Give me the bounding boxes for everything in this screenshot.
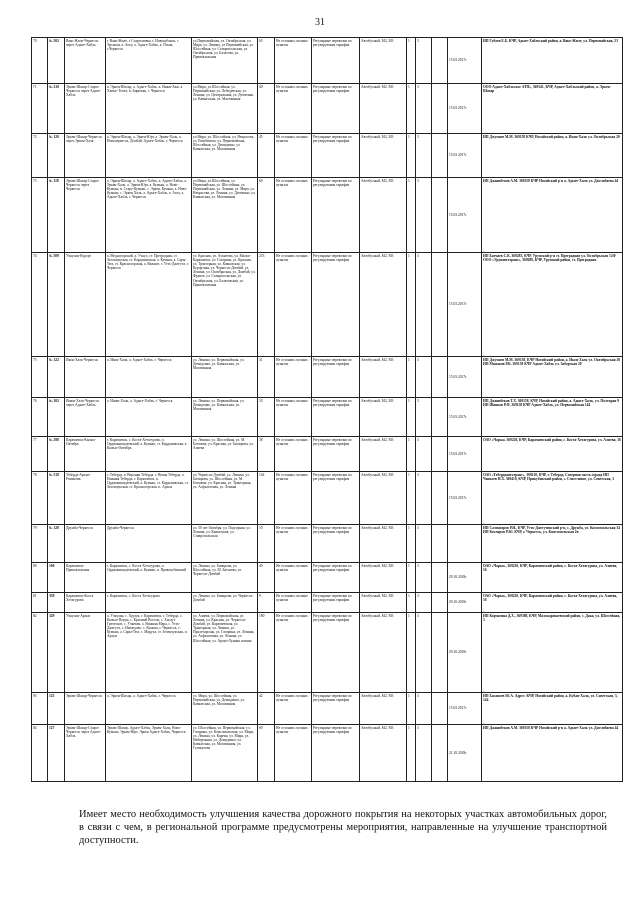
cell-streets: ул.Мира, ул.Шоссейная, ул. Первомайская, ул. Шоссейная, ул. Первомайская, ул. Ленина, ул. Мира, ул. Некрасова, ул. Ленина, ул. Демченко, ул. Кавказская, ул. Магазинная bbox=[192, 178, 258, 253]
cell-stops: а. Учкулан, с. Хурзук, г. Карачаевск, г. Теберда, с. Кызыл-Покун, с. Красный Восток, с. Хасаут-Греческое, с. Учкекен, а. Нижняя Мара, с. Усть-Джегута, с. Ижмедово, с. Кумыш, г. Черкесск, с. Кумыш, а. Сары-Тюз, с. Маруха, ст. Зеленчукская, п. Архыз bbox=[106, 613, 192, 693]
cell-vehicle: Автобусный, М2, М3 bbox=[360, 613, 407, 693]
cell-date: 15.03.2017г bbox=[448, 693, 482, 725]
cell-order: Не останавл. вочных пунктах bbox=[275, 593, 312, 613]
cell-ecol bbox=[432, 437, 448, 472]
cell-length: 42 bbox=[258, 693, 275, 725]
cell-carrier: ОАО «Чарка» 369220, КЧР, Карачаевский район, с. Коста-Хетагурова, ул. Алиева, 16 bbox=[482, 437, 623, 472]
cell-carrier: ИП Джанибеков Т.Х. 369158, КЧР, Ногайский район, а. Адыге-Халк, ул. Полтарая 9 ИП Шанков Р.Ф. 369158 КЧР Адыге-Хабль, ул. Первомайская 144 bbox=[482, 398, 623, 437]
cell-route: 339 bbox=[48, 593, 65, 613]
cell-count: 3 bbox=[416, 84, 432, 134]
cell-no: 74 bbox=[32, 253, 48, 357]
cell-tariff: Регулярные перевозки по регулируемым тарифам bbox=[312, 84, 360, 134]
table-row bbox=[32, 437, 623, 472]
cell-ecol bbox=[432, 725, 448, 782]
cell-streets: ул. Черкесск-Домбай, ул. Ленина, ул. Бичирова, ул. Шоссейная, ул. М. Батчаева, ул. Красная, ул. Тракторная, ул. Асфальтовая, ул. Ленина bbox=[192, 472, 258, 525]
cell-carrier: ИП Басаноев Ю.А. Адрес: КЧР, Ногайский район, а. Кубан-Халк, ул. Советская, 3, 144 bbox=[482, 693, 623, 725]
table-row bbox=[32, 398, 623, 437]
cell-streets: ул. Ленина, ул. Первомайская, ул. Демиденко, ул. Кавказская, ул. Магазинная bbox=[192, 357, 258, 398]
cell-stops: Эркен-Шахар, Адыге-Хабль, Эркен-Халк, Ново-Кумыш, Эркен-Юрт, Эркен Адыге-Хабль, Черкесск bbox=[106, 725, 192, 782]
cell-cls: 1 bbox=[407, 398, 416, 437]
cell-carrier: ИП Джумаев М.М. 369158 КЧР, Ногайский район, а. Икон-Халк ул. Октябрьская 20 bbox=[482, 134, 623, 178]
cell-stops: а. Инжи-Халк, а. Адыге-Хабль, г. Черкесск bbox=[106, 398, 192, 437]
cell-cls: 1 bbox=[407, 178, 416, 253]
table-row bbox=[32, 357, 623, 398]
cell-count: 3 bbox=[416, 613, 432, 693]
cell-length: 40 bbox=[258, 563, 275, 593]
cell-name: Эркен-Шахар-Старое Черкесск через Адыге-Хабль bbox=[65, 84, 106, 134]
table-row bbox=[32, 84, 623, 134]
cell-count: 3 bbox=[416, 253, 432, 357]
cell-carrier: ИП Корчагина Д.Х., 369388, КЧР, Малокарачаевский район, с. Дака, ул. Шоссейная, 3 bbox=[482, 613, 623, 693]
cell-date: 15.03.2017г bbox=[448, 357, 482, 398]
cell-route: 329 bbox=[48, 613, 65, 693]
cell-carrier: ИП Губаев Е.Б. КЧР, Адыге-Хабльский район, а. Вако-Жиле, ул. Первомайская, 23 bbox=[482, 38, 623, 84]
cell-vehicle: Автобусный, М2, М3 bbox=[360, 178, 407, 253]
cell-count: 3 bbox=[416, 563, 432, 593]
cell-order: Не останавл. вочных пунктах bbox=[275, 472, 312, 525]
cell-order: Не останавл. вочных пунктах bbox=[275, 357, 312, 398]
cell-carrier: ОАО «Чарка», 369220, КЧР, Карачаевский район, с. Коста-Хетагурова, ул. Алиева, 16 bbox=[482, 563, 623, 593]
cell-route: № 518 bbox=[48, 472, 65, 525]
cell-tariff: Регулярные перевозки по регулируемым тарифам bbox=[312, 357, 360, 398]
cell-count: 3 bbox=[416, 437, 432, 472]
cell-carrier: ИП Джанибеков А.М. 369158 КЧР Ногайский р-н а. Адыге-Халк ул. Джелябаева 44 bbox=[482, 178, 623, 253]
cell-cls: 1 bbox=[407, 613, 416, 693]
cell-name: Эркен-Шахар-Старое Черкесск через Адыге-Хабль bbox=[65, 725, 106, 782]
cell-ecol bbox=[432, 38, 448, 84]
table-row bbox=[32, 134, 623, 178]
cell-tariff: Регулярные перевозки по регулируемым тарифам bbox=[312, 693, 360, 725]
cell-order: Не останавл. вочных пунктах bbox=[275, 693, 312, 725]
cell-vehicle: Автобусный, М2, М3 bbox=[360, 357, 407, 398]
cell-carrier: ИП Джумаев М.М. 369158, КЧР Ногайский район, а. Икон-Халк ул. Октябрьская 20 ИП Мамаков Р.К. 369158 КЧР Адыге-Хабль ул. Заборская 20 bbox=[482, 357, 623, 398]
cell-route: № 122 bbox=[48, 357, 65, 398]
cell-no: 75 bbox=[32, 357, 48, 398]
cell-cls: 1 bbox=[407, 563, 416, 593]
cell-ecol bbox=[432, 693, 448, 725]
cell-length: 65 bbox=[258, 38, 275, 84]
cell-order: Не останавл. вочных пунктах bbox=[275, 525, 312, 563]
cell-tariff: Регулярные перевозки по регулируемым тарифам bbox=[312, 593, 360, 613]
cell-tariff: Регулярные перевозки по регулируемым тарифам bbox=[312, 437, 360, 472]
cell-stops: г. Теберда, а. Верхняя Теберда, г. Новая Теберда, а. Нижняя Теберда, г. Карачаевск, п. Орджоникидзевский, а. Кумыш, ст. Кардоникская, ст. Зеленчукская, ст. Красногорская, п. Архыз bbox=[106, 472, 192, 525]
cell-date: 29.10.2018г bbox=[448, 563, 482, 593]
cell-tariff: Регулярные перевозки по регулируемым тарифам bbox=[312, 134, 360, 178]
cell-tariff: Регулярные перевозки по регулируемым тарифам bbox=[312, 398, 360, 437]
cell-ecol bbox=[432, 178, 448, 253]
cell-vehicle: Автобусный, М2, М3 bbox=[360, 725, 407, 782]
table-row bbox=[32, 38, 623, 84]
cell-order: Не останавл. вочных пунктах bbox=[275, 398, 312, 437]
cell-cls: 1 bbox=[407, 38, 416, 84]
cell-cls: 1 bbox=[407, 134, 416, 178]
cell-streets: ул. Ленина, ул. Шоссейная, ул. М. Батчаева, ул. Красная, ул. Бичирова, ул. Алиева bbox=[192, 437, 258, 472]
cell-streets: ул. 50 лет Октября, ул. Подгорная, ул. Ленина, ул. Кавказская, ул. Ставропольская bbox=[192, 525, 258, 563]
cell-tariff: Регулярные перевозки по регулируемым тарифам bbox=[312, 178, 360, 253]
cell-carrier: ИП Салпагаров Р.И., КЧР, Усть-Джегутинский р-н, с. Дружба, ул. Комсомольская 34 ИП Котляров Р.Ю. КЧР, г. Черкесск, ул. Комсомольская 2в bbox=[482, 525, 623, 563]
routes-table bbox=[31, 37, 623, 782]
cell-tariff: Регулярные перевозки по регулируемым тарифам bbox=[312, 253, 360, 357]
cell-date: 29.10.2018г bbox=[448, 593, 482, 613]
cell-carrier: ОАО «Чарка», 369220, КЧР, Карачаевский район, с. Коста-Хетагурова, ул. Алиева, 16 bbox=[482, 593, 623, 613]
cell-no: 80 bbox=[32, 563, 48, 593]
cell-name: Карачаевск-Коста Хетагурова bbox=[65, 593, 106, 613]
cell-count: 3 bbox=[416, 357, 432, 398]
cell-count: 3 bbox=[416, 725, 432, 782]
cell-vehicle: Автобусный, М2, М3 bbox=[360, 38, 407, 84]
cell-no: 71 bbox=[32, 84, 48, 134]
cell-stops: а. Эркен-Шахар, а. Адыге-Хабль, а. Адыге-Хабль, а. Эркен-Халк, а. Эркен-Юрт, а. Кумыш, а. Ново-Кумыш, в. Старо-Кумыш, с. Эркен, Кумыш, а. Ново-Кумыш, с. Эркен Халк, а. Адыге-Хабль, а. Апсу, а. Адыге-Хабль, г. Черкесск bbox=[106, 178, 192, 253]
cell-tariff: Регулярные перевозки по регулируемым тарифам bbox=[312, 725, 360, 782]
cell-ecol bbox=[432, 593, 448, 613]
cell-date: 15.03.2017г bbox=[448, 38, 482, 84]
cell-ecol bbox=[432, 472, 448, 525]
cell-date: 15.03.2017г bbox=[448, 398, 482, 437]
table-row bbox=[32, 593, 623, 613]
cell-stops: а. Эркен-Шахар, а. Эркен-Юрт, а. Эркен-Халк, а. Новочеркесск, Домбай, Адыге-Хабль, г. Черкесск bbox=[106, 134, 192, 178]
cell-name: Икон-Халк-Черкесск bbox=[65, 357, 106, 398]
cell-cls: 1 bbox=[407, 525, 416, 563]
cell-cls: 1 bbox=[407, 253, 416, 357]
cell-length: 9 bbox=[258, 593, 275, 613]
cell-stops: а. Икон-Халк, а. Адыге-Хабль, г. Черкесск bbox=[106, 357, 192, 398]
cell-vehicle: Автобусный, М2, М3 bbox=[360, 253, 407, 357]
cell-carrier: ОАО «Тебердаавтотранс», 369210, КЧР, г. Теберда, Северная часть города ИП Чанкоев Н.Х. 369410, КЧР, Прикубанский район, с. Счастливое, ул. Советская, 3 bbox=[482, 472, 623, 525]
cell-date: 15.03.2017г bbox=[448, 178, 482, 253]
cell-vehicle: Автобусный, М2, М3 bbox=[360, 472, 407, 525]
cell-ecol bbox=[432, 613, 448, 693]
cell-name: Вако-Жиле-Черкесск через Адыге-Хабль bbox=[65, 38, 106, 84]
cell-name: Карачаевск-Привокзальная bbox=[65, 563, 106, 593]
cell-length: 38 bbox=[258, 437, 275, 472]
cell-no: 77 bbox=[32, 437, 48, 472]
footer-paragraph: Имеет место необходимость улучшения качества дорожного покрытия на некоторых участках автомобильных дорог, в связи с чем, в региональной программе предусмотрены мероприятия, направленные на улучшение транспортной доступности. bbox=[79, 809, 607, 846]
cell-ecol bbox=[432, 357, 448, 398]
cell-no: 76 bbox=[32, 398, 48, 437]
table-row bbox=[32, 693, 623, 725]
cell-stops: а. Эркен-Шахар, а. Адыге-Хабль, а. Инжи-Хаж, а. Хапыс-Тепел, в. Бирюкак, г. Черкесск bbox=[106, 84, 192, 134]
cell-count: 3 bbox=[416, 38, 432, 84]
cell-streets: ул. Ленина, ул. Бичирова, ул. Черкесск-Домбай bbox=[192, 593, 258, 613]
cell-cls: 1 bbox=[407, 725, 416, 782]
cell-tariff: Регулярные перевозки по регулируемым тарифам bbox=[312, 525, 360, 563]
cell-ecol bbox=[432, 253, 448, 357]
table-row bbox=[32, 525, 623, 563]
cell-ecol bbox=[432, 398, 448, 437]
cell-cls: 1 bbox=[407, 693, 416, 725]
cell-streets: ул. Шоссейная, ул. Первомайская, ул. Гагарина, ул. Комсомольская, ул. Мира, ул. Ленина, ул. Карена, ул. Мира, ул. Набережная, ул. Демиденко, ул. Кавказская, ул. Магазинная, ул. Гутякулова bbox=[192, 725, 258, 782]
cell-stops: г. Вако-Жиле, с Старосиевка, г. Новокубанск, с Эрсакон, а. Апсу, а. Адыге-Хабль, а. Псыж, г.Черкесск bbox=[106, 38, 192, 84]
cell-no: 79 bbox=[32, 525, 48, 563]
cell-route: № 128 bbox=[48, 525, 65, 563]
cell-stops: г. Карачаевск, с. Коста Хетагурова bbox=[106, 593, 192, 613]
cell-name: Эркен-Шахар-Старое Черкесск через Черкесск bbox=[65, 178, 106, 253]
cell-date: 15.03.2017г bbox=[448, 253, 482, 357]
cell-date bbox=[448, 525, 482, 563]
cell-streets: ул. Ленина, ул. Бичирова, ул. Шоссейная, ул. М. Батчаева, ул. Черкесск-Домбай bbox=[192, 563, 258, 593]
cell-name: Инжи-Халк-Черкесск через Адыге-Хабль bbox=[65, 398, 106, 437]
cell-order: Не останавл. вочных пунктах bbox=[275, 38, 312, 84]
cell-count: 3 bbox=[416, 134, 432, 178]
cell-carrier: ИП Батчаев С.К. 369283, КЧР, Урупский р-н ст. Преградная ул. Октябрьская 12Ф ООО «Урупавтотранс», 369280, КЧР, Урупский район, ст. Преградная bbox=[482, 253, 623, 357]
cell-name: Эркен-Шахар-Черкесск через Эркен-Халк bbox=[65, 134, 106, 178]
cell-date: 29.10.2018г bbox=[448, 613, 482, 693]
cell-route: № 298 bbox=[48, 437, 65, 472]
cell-vehicle: Автобусный, М2, М3 bbox=[360, 525, 407, 563]
cell-route: № 509 bbox=[48, 253, 65, 357]
table-row bbox=[32, 725, 623, 782]
cell-cls: 1 bbox=[407, 357, 416, 398]
cell-order: Не останавл. вочных пунктах bbox=[275, 253, 312, 357]
cell-name: Карачаевск-Кызыл-Октябрь bbox=[65, 437, 106, 472]
cell-length: 45 bbox=[258, 134, 275, 178]
table-row bbox=[32, 563, 623, 593]
cell-no: 72 bbox=[32, 134, 48, 178]
cell-count: 3 bbox=[416, 593, 432, 613]
cell-order: Не останавл. вочных пунктах bbox=[275, 134, 312, 178]
cell-no: 84 bbox=[32, 725, 48, 782]
cell-stops: Дружба-Черкесск bbox=[106, 525, 192, 563]
cell-route: № 502 bbox=[48, 38, 65, 84]
cell-route: 125 bbox=[48, 693, 65, 725]
cell-streets: ул.Первомайская, ул. Октябрьская, ул. Мира, ул. Ленина, ул.Первомайская, ул. Шоссейная, ул. Ставропольская, ул. Октябрьская, ул. Балатова, ул. Привокзальная bbox=[192, 38, 258, 84]
cell-length: 69 bbox=[258, 178, 275, 253]
cell-streets: ул. Мира, ул. Шоссейная, ул. Первомайская, ул. Демиденко, ул. Кавказская, ул. Магазинная bbox=[192, 693, 258, 725]
cell-cls: 1 bbox=[407, 84, 416, 134]
cell-stops: г. Карачаевск, с. Коста-Хетагурова, п. Орджоникидзевский, а. Кумыш, п. Правокубанский bbox=[106, 563, 192, 593]
cell-name: Дружба-Черкесск bbox=[65, 525, 106, 563]
cell-streets: ул. Красная, ул. Ахматова, ул. Малка-Карачаевск, ул. Гагарина, ул. Красная, ул. Тракторная, ул. Кавказская, ул. Курортная, ул. Черкесск-Домбай, ул. Ленина, ул. Октябрьская, ул. Домбай, ул. Фрунзе, ул. Ставропольская, ул. Октябрьская, ул. Балатовская, ул. Привокзальная bbox=[192, 253, 258, 357]
cell-stops: г. Карачаевск, с. Коста-Хетагурова, п. Орджоникидзевский, а. Кумыш, ст. Кардоникская, а. Кызыл-Октябрь bbox=[106, 437, 192, 472]
cell-date: 15.03.2017г bbox=[448, 437, 482, 472]
cell-count: 3 bbox=[416, 525, 432, 563]
cell-order: Не останавл. вочных пунктах bbox=[275, 725, 312, 782]
cell-vehicle: Автобусный, М2, М3 bbox=[360, 693, 407, 725]
cell-date: 15.03.2017г bbox=[448, 472, 482, 525]
cell-order: Не останавл. вочных пунктах bbox=[275, 613, 312, 693]
cell-length: 69 bbox=[258, 725, 275, 782]
table-row bbox=[32, 613, 623, 693]
cell-no: 82 bbox=[32, 613, 48, 693]
cell-streets: ул. Ачиева, ул. Первомайская, ул. Ленина, ул. Красная, ул. Черкесск-Домбай, ул. Карачаевская, ул. Тракторная, ул. Ленина, ул. Пролетарская, ул. Гагарина, ул. Ленина, ул. Асфальтовая, ул. Ленина, ул. Шоссейная, ул. Архыз-Лунная поляна bbox=[192, 613, 258, 693]
cell-ecol bbox=[432, 525, 448, 563]
cell-name: Учкулан-Архыз bbox=[65, 613, 106, 693]
cell-cls: 1 bbox=[407, 472, 416, 525]
cell-no: 78 bbox=[32, 472, 48, 525]
cell-count: 3 bbox=[416, 178, 432, 253]
cell-length: 33 bbox=[258, 398, 275, 437]
cell-ecol bbox=[432, 563, 448, 593]
cell-no: 73 bbox=[32, 178, 48, 253]
cell-stops: а. Эркен-Шахар, а. Адыге-Хабль, г. Черкесск bbox=[106, 693, 192, 725]
cell-ecol bbox=[432, 84, 448, 134]
cell-tariff: Регулярные перевозки по регулируемым тарифам bbox=[312, 563, 360, 593]
table-row bbox=[32, 178, 623, 253]
cell-length: 144 bbox=[258, 472, 275, 525]
table-row bbox=[32, 253, 623, 357]
cell-vehicle: Автобусный, М2, М3 bbox=[360, 593, 407, 613]
cell-vehicle: Автобусный, М2, М3 bbox=[360, 134, 407, 178]
cell-vehicle: Автобусный, М2, М3 bbox=[360, 437, 407, 472]
cell-order: Не останавл. вочных пунктах bbox=[275, 437, 312, 472]
cell-count: 3 bbox=[416, 472, 432, 525]
cell-streets: ул.Мира, ул.Шоссейная, ул. Первомайская, ул. Лебедевская, ул. Ленина, ул. Центральная, ул. Демченко, ул. Кавказская, ул. Магазинная bbox=[192, 84, 258, 134]
cell-streets: ул. Ленина, ул. Первомайская, ул. Демиденко, ул. Кавказская, ул. Магазинная bbox=[192, 398, 258, 437]
cell-date: 21.10.2018г bbox=[448, 725, 482, 782]
cell-length: 10 bbox=[258, 525, 275, 563]
cell-length: 31 bbox=[258, 357, 275, 398]
cell-cls: 1 bbox=[407, 593, 416, 613]
cell-route: № 102 bbox=[48, 398, 65, 437]
cell-no: 70 bbox=[32, 38, 48, 84]
cell-vehicle: Автобусный, М2, М3 bbox=[360, 84, 407, 134]
cell-count: 3 bbox=[416, 693, 432, 725]
cell-order: Не останавл. вочных пунктах bbox=[275, 84, 312, 134]
cell-carrier: ИП Джанибеков А.М. 369158 КЧР Ногайский р-н а. Адыге-Халк ул. Джелябаева 44 bbox=[482, 725, 623, 782]
cell-route: 106 bbox=[48, 563, 65, 593]
cell-no: 81 bbox=[32, 593, 48, 613]
page-number: 31 bbox=[315, 17, 325, 28]
cell-order: Не останавл. вочных пунктах bbox=[275, 563, 312, 593]
cell-length: 233 bbox=[258, 253, 275, 357]
cell-streets: ул.Мира, ул. Шоссейная, ул. Некрасова, ул. Ешибенова, ул. Первомайская, Шоссейная, ул. Демиденко, ул. Кавказская, ул. Магазинная bbox=[192, 134, 258, 178]
cell-route: № 210 bbox=[48, 84, 65, 134]
cell-name: Учкулан-Курорт bbox=[65, 253, 106, 357]
cell-ecol bbox=[432, 134, 448, 178]
cell-carrier: ООО Адыге-Хабльское АТП», 369141, КЧР, Адыге-Хабльский район, а. Эркен-Шахар bbox=[482, 84, 623, 134]
cell-cls: 1 bbox=[407, 437, 416, 472]
table-row bbox=[32, 472, 623, 525]
cell-stops: а. Медногорский, а. Учкул, ст. Преградная, ст. Зеленчукская, ст. Кардоникская, а. Кумыш, а. Сары-Тюз, ст. Красногорская, а. Важное, г. Усть-Джегута, г. Черкесск bbox=[106, 253, 192, 357]
cell-tariff: Регулярные перевозки по регулируемым тарифам bbox=[312, 613, 360, 693]
cell-route: 127 bbox=[48, 725, 65, 782]
cell-route: № 118 bbox=[48, 178, 65, 253]
cell-date: 15.03.2017г bbox=[448, 84, 482, 134]
cell-length: 180 bbox=[258, 613, 275, 693]
cell-name: Теберда-Архыз-Романтик bbox=[65, 472, 106, 525]
cell-count: 3 bbox=[416, 398, 432, 437]
cell-no: 83 bbox=[32, 693, 48, 725]
cell-tariff: Регулярные перевозки по регулируемым тарифам bbox=[312, 38, 360, 84]
cell-tariff: Регулярные перевозки по регулируемым тарифам bbox=[312, 472, 360, 525]
cell-route: № 120 bbox=[48, 134, 65, 178]
cell-date: 15.03.2017г bbox=[448, 134, 482, 178]
cell-order: Не останавл. вочных пунктах bbox=[275, 178, 312, 253]
cell-vehicle: Автобусный, М2, М3 bbox=[360, 563, 407, 593]
cell-length: 40 bbox=[258, 84, 275, 134]
cell-vehicle: Автобусный, М2, М3 bbox=[360, 398, 407, 437]
cell-name: Эркен-Шахар-Черкесск bbox=[65, 693, 106, 725]
